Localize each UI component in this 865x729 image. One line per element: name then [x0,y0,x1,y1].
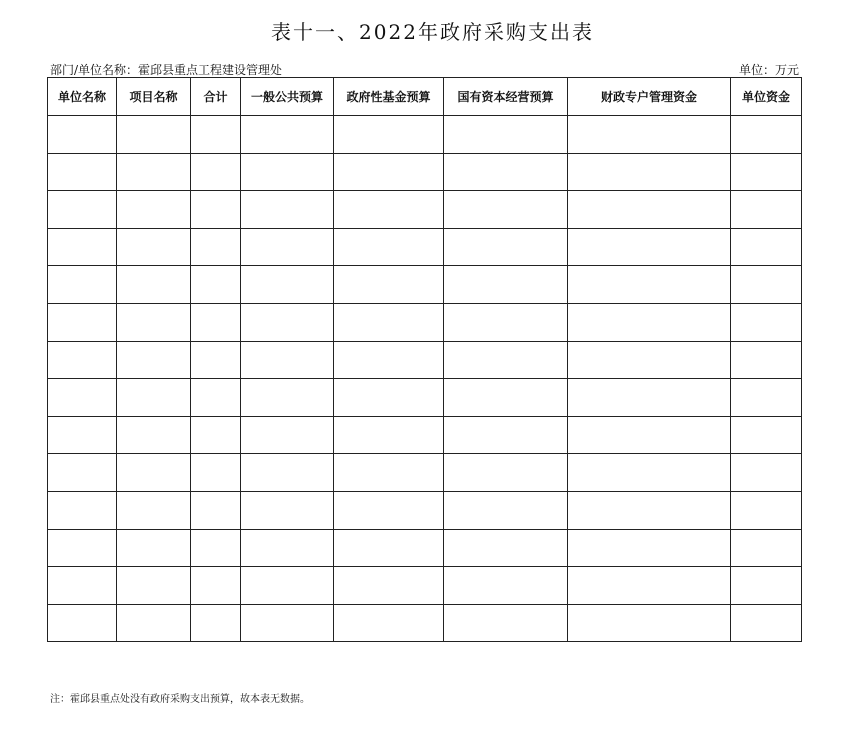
table-cell [48,266,117,304]
table-cell [191,379,241,417]
header-state-capital-budget: 国有资本经营预算 [444,78,568,116]
table-cell [444,191,568,229]
table-cell [444,341,568,379]
table-cell [117,529,191,567]
table-cell [444,266,568,304]
table-row [48,567,802,605]
table-cell [117,153,191,191]
table-cell [334,266,444,304]
page-title: 表十一、2022年政府采购支出表 [271,20,594,44]
table-cell [48,416,117,454]
table-cell [241,228,334,266]
table-cell [444,416,568,454]
table-row [48,116,802,154]
table-cell [48,228,117,266]
table-cell [191,529,241,567]
table-row [48,153,802,191]
table-cell [731,491,802,529]
table-cell [334,228,444,266]
table-row [48,191,802,229]
table-cell [568,454,731,492]
table-cell [444,454,568,492]
table-cell [117,191,191,229]
table-cell [117,491,191,529]
table-cell [48,454,117,492]
table-cell [117,416,191,454]
table-cell [568,303,731,341]
table-cell [568,153,731,191]
table-cell [241,116,334,154]
table-row [48,379,802,417]
footnote: 注：霍邱县重点处没有政府采购支出预算，故本表无数据。 [50,694,310,705]
table-cell [117,604,191,642]
table-cell [334,341,444,379]
table-cell [241,567,334,605]
table-cell [241,416,334,454]
table-cell [241,379,334,417]
table-cell [731,191,802,229]
header-unit-name: 单位名称 [48,78,117,116]
department-label: 部门/单位名称：霍邱县重点工程建设管理处 [50,63,283,77]
table-cell [444,567,568,605]
table-cell [444,153,568,191]
table-cell [568,567,731,605]
table-cell [48,116,117,154]
table-row [48,604,802,642]
table-cell [117,454,191,492]
header-unit-funds: 单位资金 [731,78,802,116]
table-cell [48,153,117,191]
table-cell [334,303,444,341]
table-cell [191,153,241,191]
table-cell [731,153,802,191]
table-cell [731,454,802,492]
table-cell [191,491,241,529]
table-cell [444,116,568,154]
table-cell [334,529,444,567]
table-cell [117,341,191,379]
table-cell [334,153,444,191]
table-cell [731,379,802,417]
table-cell [191,266,241,304]
table-row [48,303,802,341]
table-row [48,529,802,567]
table-cell [48,567,117,605]
table-cell [568,529,731,567]
table-cell [48,491,117,529]
table-cell [117,303,191,341]
table-cell [241,604,334,642]
table-cell [334,416,444,454]
procurement-expenditure-table [47,77,802,642]
table-cell [568,191,731,229]
table-cell [48,529,117,567]
table-cell [731,228,802,266]
header-project-name: 项目名称 [117,78,191,116]
unit-label: 单位：万元 [738,63,799,77]
table-cell [117,116,191,154]
table-cell [191,303,241,341]
table-row [48,491,802,529]
header-government-fund-budget: 政府性基金预算 [334,78,444,116]
table-cell [444,303,568,341]
table-cell [191,341,241,379]
table-cell [334,379,444,417]
table-cell [48,379,117,417]
table-cell [568,266,731,304]
table-cell [48,341,117,379]
table-cell [334,567,444,605]
table-cell [334,604,444,642]
table-cell [731,116,802,154]
table-cell [117,266,191,304]
table-cell [48,604,117,642]
table-cell [241,153,334,191]
table-cell [334,191,444,229]
header-fiscal-special-account: 财政专户管理资金 [568,78,731,116]
table-cell [731,266,802,304]
table-cell [241,341,334,379]
table-cell [568,491,731,529]
table-cell [191,454,241,492]
table-row [48,341,802,379]
table-cell [48,191,117,229]
table-header-row [48,78,802,116]
table-body [48,116,802,642]
table-cell [731,303,802,341]
table-cell [731,341,802,379]
table-cell [241,454,334,492]
header-general-public-budget: 一般公共预算 [241,78,334,116]
table-cell [241,303,334,341]
table-cell [444,491,568,529]
table-cell [568,379,731,417]
table-cell [568,416,731,454]
table-cell [568,341,731,379]
table-row [48,228,802,266]
table-cell [731,604,802,642]
table-cell [241,266,334,304]
table-cell [568,604,731,642]
table-cell [117,228,191,266]
table-cell [568,228,731,266]
table-row [48,266,802,304]
table-cell [444,529,568,567]
table-cell [191,191,241,229]
table-cell [117,567,191,605]
table-cell [191,567,241,605]
table-cell [191,228,241,266]
table-cell [731,529,802,567]
table-cell [334,454,444,492]
table-row [48,454,802,492]
table-cell [568,116,731,154]
table-cell [241,191,334,229]
table-cell [731,416,802,454]
table-cell [444,228,568,266]
table-cell [241,491,334,529]
table-cell [117,379,191,417]
table-cell [191,604,241,642]
table-cell [444,604,568,642]
header-total: 合计 [191,78,241,116]
table-cell [241,529,334,567]
table-cell [731,567,802,605]
table-cell [48,303,117,341]
table-cell [444,379,568,417]
table-row [48,416,802,454]
table-cell [191,416,241,454]
table-cell [191,116,241,154]
table-cell [334,491,444,529]
table-cell [334,116,444,154]
